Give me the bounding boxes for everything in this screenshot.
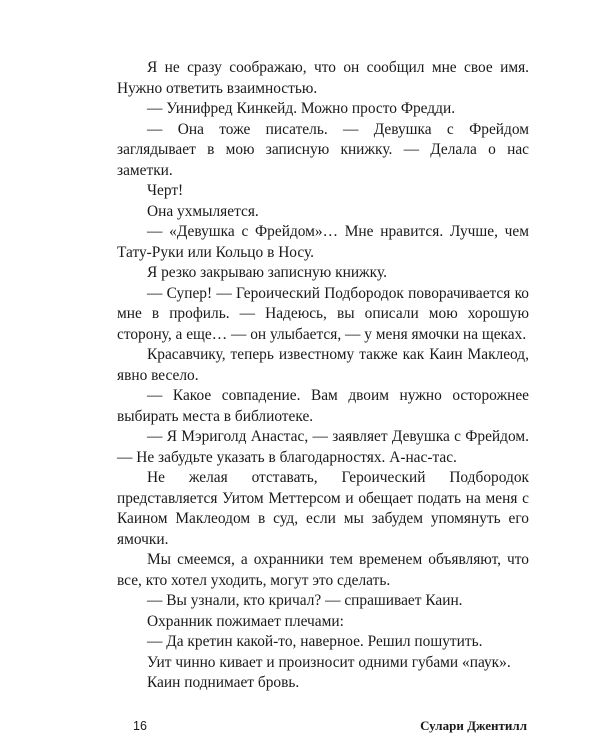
paragraph: — Супер! — Героический Подбородок поворачивается ко мне в профиль. — Надеюсь, вы описали мою хорошую сторону, а еще… — он улыбается, — у меня ямочки на щеках. — [117, 284, 529, 343]
running-head-author: Сулари Джентилл — [420, 718, 527, 733]
paragraph: — Уинифред Кинкейд. Можно просто Фредди. — [147, 100, 456, 117]
paragraph: — Она тоже писатель. — Девушка с Фрейдом заглядывает в мою записную книжку. — Делала о нас заметки. — [117, 120, 529, 179]
paragraph: Не желая отставать, Героический Подбородок представляется Уитом Меттерсом и обещает подать на меня с Каином Маклеодом в суд, если мы забудем упомянуть его ямочки. — [117, 469, 529, 548]
paragraph: Уит чинно кивает и произносит одними губами «паук». — [147, 653, 511, 671]
paragraph: Я резко закрываю записную книжку. — [147, 264, 387, 281]
paragraph: Красавчику, теперь известному также как Каин Маклеод, явно весело. — [117, 346, 529, 384]
page-number: 16 — [133, 719, 147, 733]
paragraph: Я не сразу соображаю, что он сообщил мне свое имя. Нужно ответить взаимностью. — [117, 59, 529, 97]
paragraph: — Какое совпадение. Вам двоим нужно осторожнее выбирать места в библиотеке. — [117, 387, 529, 425]
paragraph: — «Девушка с Фрейдом»… Мне нравится. Лучше, чем Тату-Руки или Кольцо в Носу. — [117, 223, 529, 261]
paragraph: Охранник пожимает плечами: — [147, 612, 344, 630]
paragraph: — Я Мэриголд Анастас, — заявляет Девушка с Фрейдом. — Не забудьте указать в благодарностях. А-нас-тас. — [117, 428, 529, 466]
paragraph: Черт! — [147, 182, 184, 199]
paragraph: Каин поднимает бровь. — [147, 674, 300, 691]
paragraph: — Да кретин какой-то, наверное. Решил пошутить. — [147, 633, 483, 650]
paragraph: Мы смеемся, а охранники тем временем объявляют, что все, кто хотел уходить, могут это сделать. — [117, 551, 529, 589]
paragraph: — Вы узнали, кто кричал? — спрашивает Каин. — [147, 592, 463, 609]
paragraph: Она ухмыляется. — [147, 202, 259, 220]
body-text — [117, 58, 529, 694]
